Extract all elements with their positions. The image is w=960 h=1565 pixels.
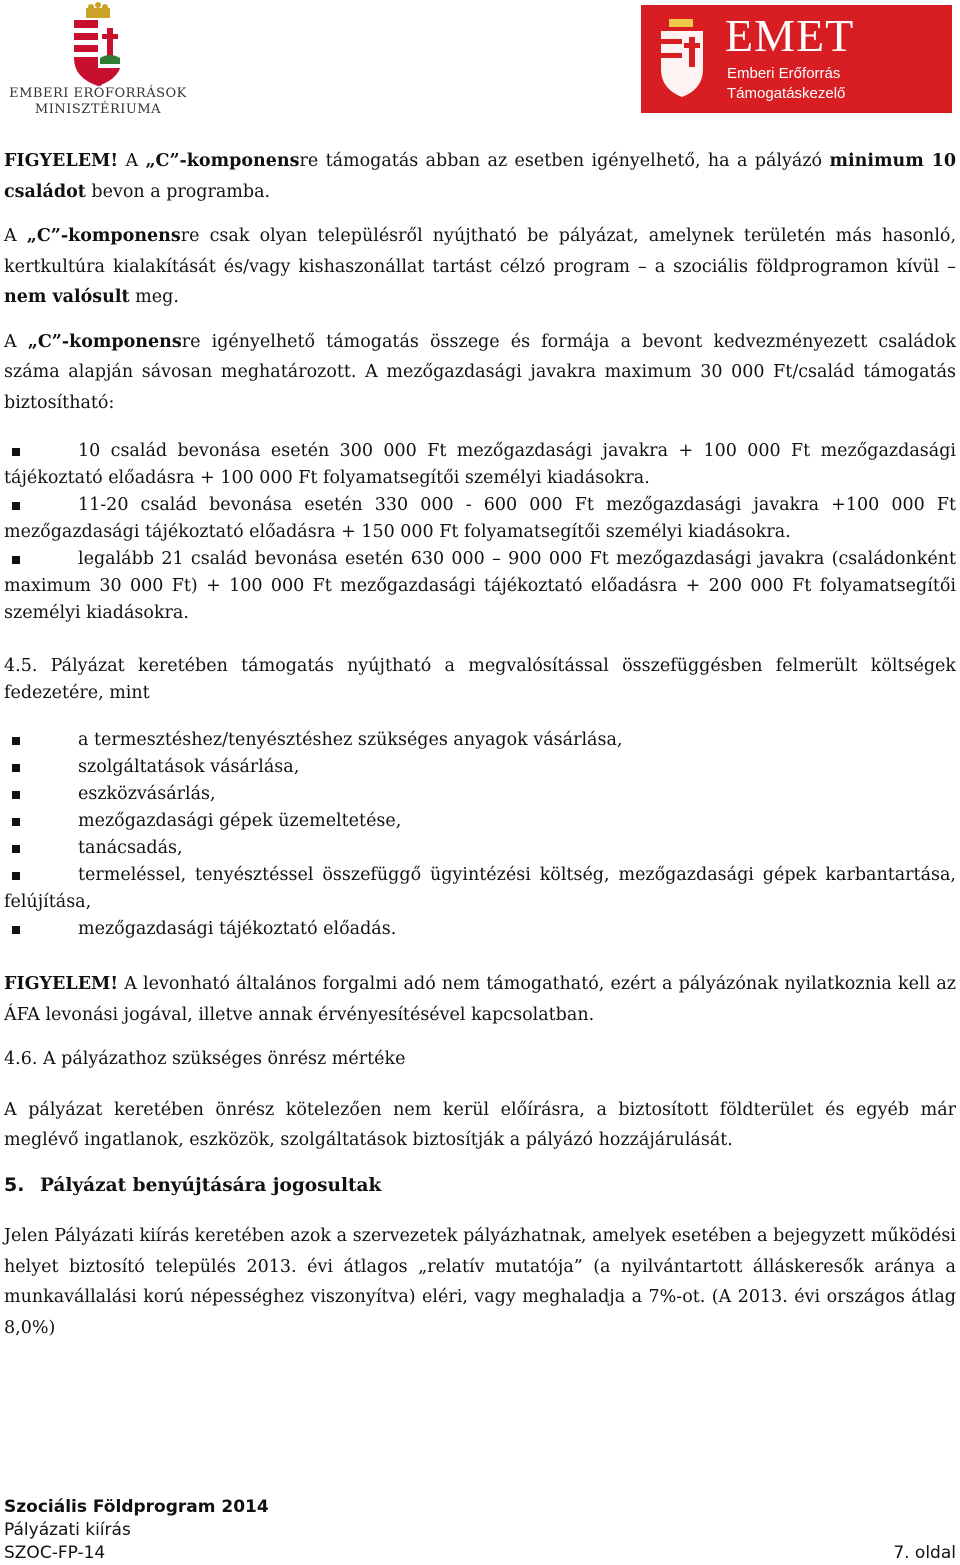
emet-logo-line2: Támogatáskezelő: [727, 85, 846, 102]
list-item: termeléssel, tenyésztéssel összefüggő ügyintézési költség, mezőgazdasági gépek karbantartása, felújítása,: [4, 862, 956, 916]
footer-subtitle: Pályázati kiírás: [4, 1520, 131, 1540]
list-item: 11-20 család bevonása esetén 330 000 - 600 000 Ft mezőgazdasági javakra +100 000 Ft mezőgazdasági tájékoztató előadásra + 150 000 Ft folyamatsegítői személyi kiadásokra.: [4, 492, 956, 546]
section-5-text: Jelen Pályázati kiírás keretében azok a szervezetek pályázhatnak, amelyek esetében a bejegyzett működési helyet biztosító település 2013. évi átlagos „relatív mutatója” (a nyilvántartott álláskeresők aránya a munkavállalási korú népességhez viszonyítva) eléri, vagy meghaladja a 7%-ot. (A 2013. évi országos átlag 8,0%): [4, 1226, 956, 1338]
page-number: 7. oldal: [893, 1543, 956, 1563]
footer-title: Szociális Földprogram 2014: [4, 1497, 269, 1517]
emmi-logo-line1: EMBERI ERŐFORRÁSOK: [9, 86, 187, 101]
page-footer: [4, 1496, 956, 1565]
footer-code: SZOC-FP-14: [4, 1543, 106, 1563]
document-body: [4, 146, 956, 1343]
page-header: [0, 0, 960, 130]
section-4-6-title: 4.6. A pályázathoz szükséges önrész mértéke: [4, 1049, 406, 1069]
list-item: tanácsadás,: [4, 835, 956, 862]
list-item: 10 család bevonása esetén 300 000 Ft mezőgazdasági javakra + 100 000 Ft mezőgazdasági tájékoztató előadásra + 100 000 Ft folyamatsegítői személyi kiadásokra.: [4, 438, 956, 492]
section-5-heading: 5. Pályázat benyújtására jogosultak: [4, 1173, 382, 1196]
coat-of-arms-icon: [647, 9, 717, 109]
section-4-6-text: A pályázat keretében önrész kötelezően nem kerül előírásra, a biztosított földterület és egyéb már meglévő ingatlanok, eszközök, szolgáltatások biztosítják a pályázó hozzájárulását.: [4, 1099, 956, 1150]
support-tier-list: [4, 438, 956, 627]
list-item: a termesztéshez/tenyésztéshez szükséges anyagok vásárlása,: [4, 727, 956, 754]
emet-logo-title: EMET: [725, 10, 855, 61]
list-item: legalább 21 család bevonása esetén 630 000 – 900 000 Ft mezőgazdasági javakra (családonként maximum 30 000 Ft) + 100 000 Ft mezőgazdasági tájékoztató előadásra + 200 000 Ft folyamatsegítői személyi kiadásokra.: [4, 546, 956, 627]
paragraph-c-component-amount: A „C”-komponensre igényelhető támogatás összege és formája a bevont kedvezményezett családok száma alapján sávosan meghatározott. A mezőgazdasági javakra maximum 30 000 Ft/család támogatás biztosítható:: [4, 331, 956, 413]
eligible-cost-list: [4, 727, 956, 943]
notice-vat: FIGYELEM! A levonható általános forgalmi adó nem támogatható, ezért a pályázónak nyilatkoznia kell az ÁFA levonási jogával, illetve annak érvényesítésével kapcsolatban.: [4, 974, 956, 1025]
list-item: mezőgazdasági tájékoztató előadás.: [4, 916, 956, 943]
emet-logo: [641, 5, 952, 113]
paragraph-c-component-settlement: A „C”-komponensre csak olyan településről nyújtható be pályázat, amelynek területén más hasonló, kertkultúra kialakítását és/vagy kishaszonállat tartást célzó program – a szociális földprogramon kívül – nem valósult meg.: [4, 226, 957, 307]
emmi-logo: [8, 2, 188, 120]
list-item: mezőgazdasági gépek üzemeltetése,: [4, 808, 956, 835]
section-4-5-intro: 4.5. Pályázat keretében támogatás nyújtható a megvalósítással összefüggésben felmerült költségek fedezetére, mint: [4, 656, 956, 703]
notice-c-component-minimum: FIGYELEM! A „C”-komponensre támogatás abban az esetben igényelhető, ha a pályázó minimum 10 családot bevon a programba.: [4, 151, 957, 202]
list-item: szolgáltatások vásárlása,: [4, 754, 956, 781]
emmi-logo-line2: MINISZTÉRIUMA: [34, 102, 162, 117]
emet-logo-line1: Emberi Erőforrás: [727, 65, 841, 82]
list-item: eszközvásárlás,: [4, 781, 956, 808]
